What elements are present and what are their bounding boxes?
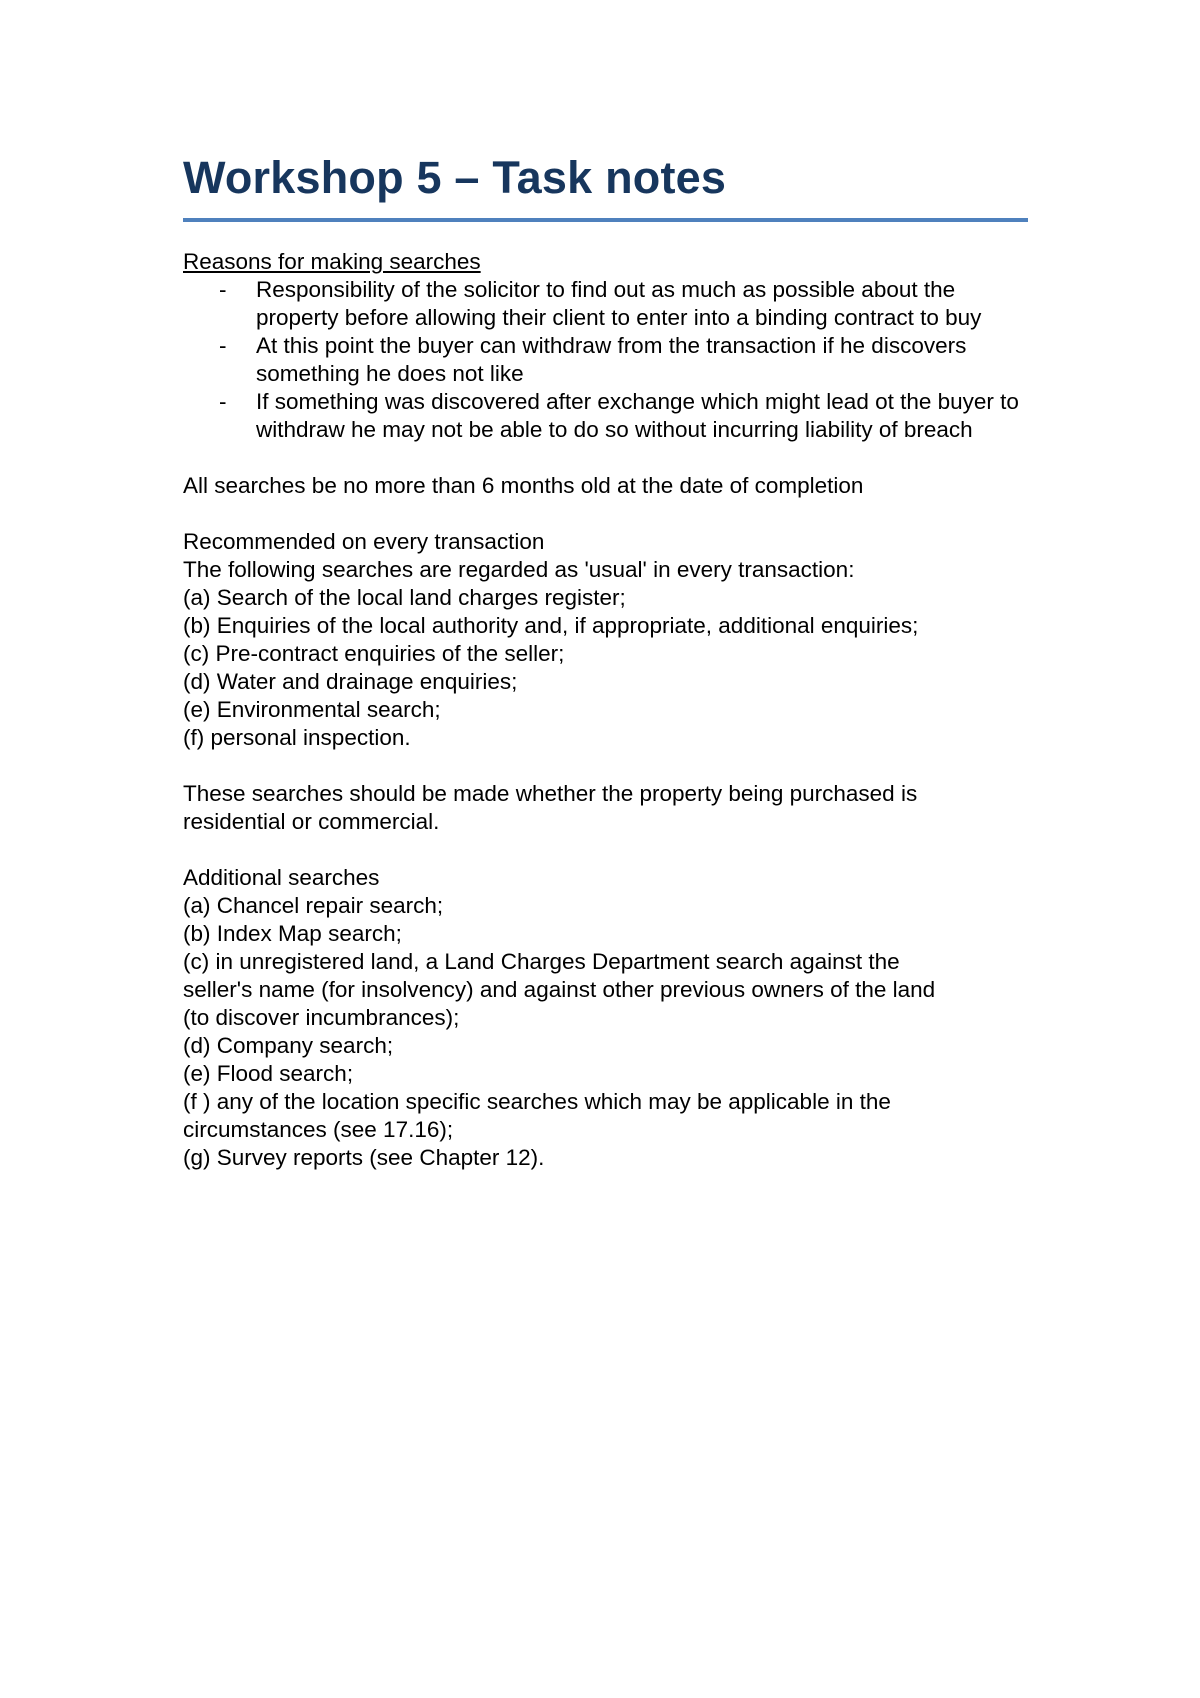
document-title: Workshop 5 – Task notes <box>183 152 727 203</box>
reasons-list <box>183 276 1028 444</box>
additional-line: (b) Index Map search; <box>183 921 402 946</box>
recommended-item: (c) Pre-contract enquiries of the seller; <box>183 641 565 666</box>
additional-line: seller's name (for insolvency) and against other previous owners of the land <box>183 977 936 1002</box>
reasons-bullet-text: At this point the buyer can withdraw from the transaction if he discovers something he does not like <box>256 333 967 386</box>
dash-bullet-marker: - <box>219 333 227 358</box>
applicability-line: residential or commercial. <box>183 809 440 834</box>
additional-line: (e) Flood search; <box>183 1061 354 1086</box>
reasons-heading: Reasons for making searches <box>183 249 481 274</box>
recommended-item: (b) Enquiries of the local authority and, if appropriate, additional enquiries; <box>183 613 919 638</box>
paragraph-spacer <box>183 836 1028 864</box>
document-content <box>183 150 1028 1172</box>
paragraph-spacer <box>183 752 1028 780</box>
paragraph-spacer <box>183 500 1028 528</box>
recommended-heading: Recommended on every transaction <box>183 529 545 554</box>
additional-line: (f ) any of the location specific searches which may be applicable in the <box>183 1089 891 1114</box>
additional-line: (to discover incumbrances); <box>183 1005 460 1030</box>
dash-bullet-marker: - <box>219 389 227 414</box>
additional-line: (c) in unregistered land, a Land Charges Department search against the <box>183 949 900 974</box>
dash-bullet-marker: - <box>219 277 227 302</box>
additional-line: (g) Survey reports (see Chapter 12). <box>183 1145 545 1170</box>
additional-line: circumstances (see 17.16); <box>183 1117 454 1142</box>
additional-heading: Additional searches <box>183 865 380 890</box>
recommended-item: (a) Search of the local land charges register; <box>183 585 626 610</box>
recommended-item: (d) Water and drainage enquiries; <box>183 669 518 694</box>
search-age-note: All searches be no more than 6 months old at the date of completion <box>183 473 864 498</box>
reasons-bullet <box>183 332 1028 388</box>
reasons-bullet-text: If something was discovered after exchange which might lead ot the buyer to withdraw he may not be able to do so without incurring liability of breach <box>256 389 1019 442</box>
title-underline-rule <box>183 218 1028 222</box>
reasons-bullet <box>183 276 1028 332</box>
recommended-item: (e) Environmental search; <box>183 697 441 722</box>
reasons-bullet-text: Responsibility of the solicitor to find out as much as possible about the property before allowing their client to enter into a binding contract to buy <box>256 277 982 330</box>
additional-line: (d) Company search; <box>183 1033 394 1058</box>
reasons-bullet <box>183 388 1028 444</box>
applicability-line: These searches should be made whether the property being purchased is <box>183 781 918 806</box>
document-body <box>183 248 1028 1172</box>
additional-line: (a) Chancel repair search; <box>183 893 444 918</box>
recommended-item: (f) personal inspection. <box>183 725 411 750</box>
recommended-intro: The following searches are regarded as 'usual' in every transaction: <box>183 557 855 582</box>
paragraph-spacer <box>183 444 1028 472</box>
